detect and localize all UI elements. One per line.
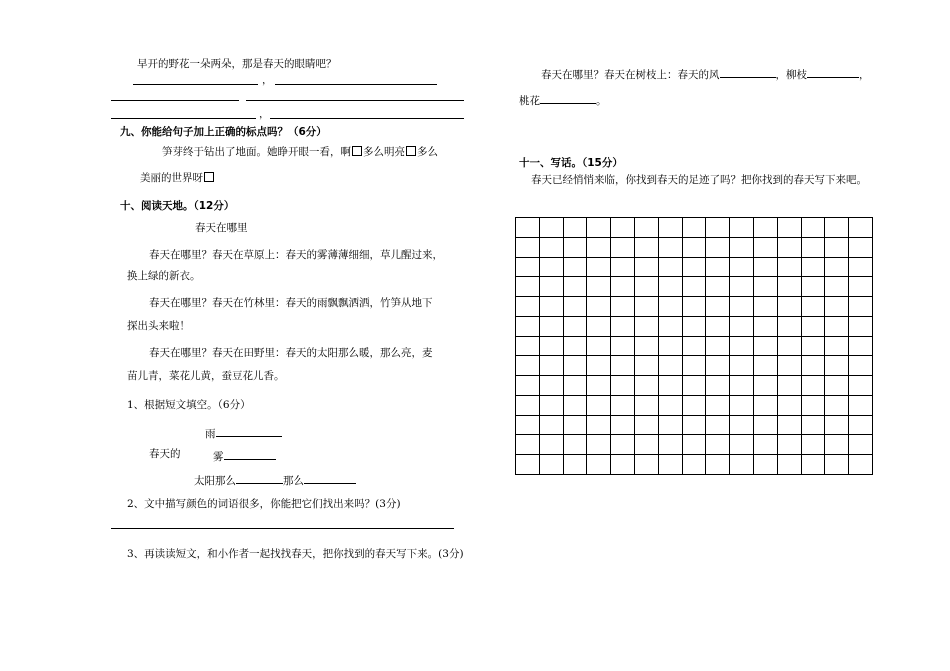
- grid-cell[interactable]: [540, 218, 564, 238]
- grid-cell[interactable]: [802, 258, 826, 278]
- grid-cell[interactable]: [825, 277, 849, 297]
- grid-cell[interactable]: [706, 337, 730, 357]
- grid-cell[interactable]: [564, 376, 588, 396]
- writing-grid[interactable]: [515, 217, 873, 475]
- grid-cell[interactable]: [611, 356, 635, 376]
- grid-cell[interactable]: [587, 258, 611, 278]
- grid-cell[interactable]: [849, 356, 873, 376]
- answer-blank[interactable]: [720, 66, 776, 78]
- q1-sun-row: 太阳那么 那么: [194, 472, 356, 488]
- grid-cell[interactable]: [849, 297, 873, 317]
- grid-cell[interactable]: [683, 218, 707, 238]
- grid-cell[interactable]: [683, 297, 707, 317]
- grid-cell[interactable]: [754, 455, 778, 475]
- grid-cell[interactable]: [778, 455, 802, 475]
- grid-cell[interactable]: [778, 297, 802, 317]
- grid-cell[interactable]: [825, 396, 849, 416]
- grid-cell[interactable]: [635, 416, 659, 436]
- grid-cell[interactable]: [564, 258, 588, 278]
- grid-cell[interactable]: [659, 218, 683, 238]
- answer-blank[interactable]: [304, 472, 356, 484]
- grid-cell[interactable]: [659, 317, 683, 337]
- grid-cell[interactable]: [778, 277, 802, 297]
- grid-cell[interactable]: [659, 258, 683, 278]
- grid-cell[interactable]: [611, 277, 635, 297]
- passage-title: 春天在哪里: [195, 222, 248, 234]
- section10-heading: 十、阅读天地。（12分）: [120, 200, 235, 212]
- passage-line: 苗儿青，菜花儿黄，蚕豆花儿香。: [127, 370, 285, 382]
- grid-cell[interactable]: [564, 416, 588, 436]
- grid-cell[interactable]: [849, 258, 873, 278]
- answer-blank[interactable]: [807, 66, 859, 78]
- answer-line[interactable]: [270, 118, 464, 119]
- grid-cell[interactable]: [849, 218, 873, 238]
- grid-cell[interactable]: [587, 396, 611, 416]
- grid-cell[interactable]: [802, 376, 826, 396]
- grid-cell[interactable]: [516, 277, 540, 297]
- passage-line: 换上绿的新衣。: [127, 270, 201, 282]
- grid-cell[interactable]: [778, 435, 802, 455]
- grid-cell[interactable]: [611, 376, 635, 396]
- grid-cell[interactable]: [730, 218, 754, 238]
- grid-cell[interactable]: [849, 337, 873, 357]
- grid-cell[interactable]: [730, 416, 754, 436]
- grid-cell[interactable]: [659, 238, 683, 258]
- answer-line[interactable]: [111, 118, 256, 119]
- grid-cell[interactable]: [587, 277, 611, 297]
- grid-cell[interactable]: [849, 376, 873, 396]
- grid-cell[interactable]: [802, 297, 826, 317]
- grid-cell[interactable]: [754, 317, 778, 337]
- section9-sentence-line2: 美丽的世界呀: [140, 172, 215, 185]
- grid-cell[interactable]: [849, 435, 873, 455]
- grid-cell[interactable]: [802, 435, 826, 455]
- grid-cell[interactable]: [683, 396, 707, 416]
- grid-cell[interactable]: [516, 356, 540, 376]
- punctuation-box[interactable]: [204, 172, 214, 182]
- grid-cell[interactable]: [516, 416, 540, 436]
- passage-line: 春天在哪里？春天在草原上：春天的雾薄薄细细，草儿醒过来，: [149, 249, 443, 261]
- grid-cell[interactable]: [825, 218, 849, 238]
- grid-cell[interactable]: [659, 435, 683, 455]
- grid-cell[interactable]: [516, 218, 540, 238]
- grid-cell[interactable]: [778, 337, 802, 357]
- grid-cell[interactable]: [825, 376, 849, 396]
- grid-cell[interactable]: [564, 455, 588, 475]
- grid-cell[interactable]: [611, 258, 635, 278]
- grid-cell[interactable]: [683, 258, 707, 278]
- q1-rain-row: 雨: [205, 425, 282, 441]
- grid-cell[interactable]: [540, 416, 564, 436]
- grid-cell[interactable]: [730, 337, 754, 357]
- grid-cell[interactable]: [611, 396, 635, 416]
- grid-cell[interactable]: [706, 218, 730, 238]
- grid-cell[interactable]: [706, 396, 730, 416]
- grid-cell[interactable]: [706, 317, 730, 337]
- grid-cell[interactable]: [706, 435, 730, 455]
- grid-cell[interactable]: [754, 218, 778, 238]
- answer-blank[interactable]: [236, 472, 283, 484]
- answer-blank[interactable]: [224, 448, 276, 460]
- section11-heading: 十一、写话。（15分）: [519, 157, 623, 169]
- grid-cell[interactable]: [754, 416, 778, 436]
- grid-cell[interactable]: [587, 376, 611, 396]
- q1-spring-label: 春天的: [149, 448, 181, 460]
- grid-cell[interactable]: [564, 356, 588, 376]
- grid-cell[interactable]: [825, 416, 849, 436]
- grid-cell[interactable]: [730, 455, 754, 475]
- grid-cell[interactable]: [683, 337, 707, 357]
- grid-cell[interactable]: [730, 435, 754, 455]
- grid-cell[interactable]: [754, 356, 778, 376]
- grid-cell[interactable]: [659, 396, 683, 416]
- grid-cell[interactable]: [778, 356, 802, 376]
- grid-cell[interactable]: [683, 317, 707, 337]
- grid-cell[interactable]: [540, 258, 564, 278]
- grid-cell[interactable]: [516, 376, 540, 396]
- punctuation-box[interactable]: [406, 146, 416, 156]
- grid-cell[interactable]: [659, 356, 683, 376]
- grid-cell[interactable]: [540, 396, 564, 416]
- grid-cell[interactable]: [778, 218, 802, 238]
- grid-cell[interactable]: [635, 277, 659, 297]
- grid-cell[interactable]: [706, 356, 730, 376]
- answer-line[interactable]: [111, 528, 454, 529]
- grid-cell[interactable]: [587, 218, 611, 238]
- answer-blank[interactable]: [216, 425, 282, 437]
- grid-cell[interactable]: [730, 396, 754, 416]
- grid-cell[interactable]: [802, 337, 826, 357]
- grid-cell[interactable]: [540, 435, 564, 455]
- grid-cell[interactable]: [540, 376, 564, 396]
- grid-cell[interactable]: [587, 356, 611, 376]
- grid-cell[interactable]: [849, 317, 873, 337]
- grid-cell[interactable]: [778, 238, 802, 258]
- grid-cell[interactable]: [683, 238, 707, 258]
- grid-cell[interactable]: [683, 455, 707, 475]
- grid-cell[interactable]: [802, 416, 826, 436]
- passage-line: 探出头来啦！: [127, 320, 190, 332]
- grid-cell[interactable]: [778, 396, 802, 416]
- grid-cell[interactable]: [683, 376, 707, 396]
- grid-cell[interactable]: [778, 258, 802, 278]
- grid-cell[interactable]: [635, 396, 659, 416]
- grid-cell[interactable]: [635, 435, 659, 455]
- grid-cell[interactable]: [635, 376, 659, 396]
- grid-cell[interactable]: [516, 337, 540, 357]
- grid-cell[interactable]: [540, 238, 564, 258]
- spring-fill-line2: 桃花 。: [519, 92, 607, 108]
- question-2: 2、文中描写颜色的词语很多，你能把它们找出来吗？(3分): [127, 498, 401, 510]
- grid-cell[interactable]: [825, 317, 849, 337]
- grid-cell[interactable]: [849, 238, 873, 258]
- grid-cell[interactable]: [754, 277, 778, 297]
- grid-cell[interactable]: [754, 396, 778, 416]
- grid-cell[interactable]: [802, 396, 826, 416]
- grid-cell[interactable]: [802, 455, 826, 475]
- grid-cell[interactable]: [587, 317, 611, 337]
- grid-cell[interactable]: [564, 218, 588, 238]
- grid-cell[interactable]: [778, 376, 802, 396]
- grid-cell[interactable]: [564, 337, 588, 357]
- grid-cell[interactable]: [706, 258, 730, 278]
- grid-cell[interactable]: [683, 356, 707, 376]
- grid-cell[interactable]: [706, 297, 730, 317]
- grid-cell[interactable]: [587, 435, 611, 455]
- grid-cell[interactable]: [635, 238, 659, 258]
- grid-cell[interactable]: [516, 455, 540, 475]
- grid-cell[interactable]: [825, 356, 849, 376]
- grid-cell[interactable]: [659, 337, 683, 357]
- comma: ，: [259, 108, 270, 120]
- grid-cell[interactable]: [564, 435, 588, 455]
- answer-line[interactable]: [275, 84, 437, 85]
- grid-cell[interactable]: [611, 297, 635, 317]
- grid-cell[interactable]: [540, 297, 564, 317]
- grid-cell[interactable]: [516, 297, 540, 317]
- grid-cell[interactable]: [849, 277, 873, 297]
- grid-cell[interactable]: [540, 277, 564, 297]
- grid-cell[interactable]: [754, 435, 778, 455]
- answer-blank[interactable]: [540, 92, 596, 104]
- grid-cell[interactable]: [516, 396, 540, 416]
- grid-cell[interactable]: [825, 258, 849, 278]
- grid-cell[interactable]: [730, 297, 754, 317]
- grid-cell[interactable]: [706, 376, 730, 396]
- grid-cell[interactable]: [802, 218, 826, 238]
- grid-cell[interactable]: [564, 297, 588, 317]
- grid-cell[interactable]: [802, 317, 826, 337]
- grid-cell[interactable]: [778, 317, 802, 337]
- grid-cell[interactable]: [825, 238, 849, 258]
- grid-cell[interactable]: [587, 455, 611, 475]
- grid-cell[interactable]: [802, 238, 826, 258]
- grid-cell[interactable]: [778, 416, 802, 436]
- grid-cell[interactable]: [754, 258, 778, 278]
- grid-cell[interactable]: [635, 297, 659, 317]
- section8-sentence: 早开的野花一朵两朵，那是春天的眼睛吧？: [137, 58, 337, 70]
- grid-cell[interactable]: [611, 416, 635, 436]
- grid-cell[interactable]: [540, 356, 564, 376]
- grid-cell[interactable]: [540, 455, 564, 475]
- grid-cell[interactable]: [706, 277, 730, 297]
- grid-cell[interactable]: [849, 416, 873, 436]
- grid-cell[interactable]: [849, 396, 873, 416]
- section9-heading: 九、你能给句子加上正确的标点吗？（6分）: [120, 126, 327, 138]
- grid-cell[interactable]: [516, 258, 540, 278]
- grid-cell[interactable]: [516, 317, 540, 337]
- grid-cell[interactable]: [587, 416, 611, 436]
- grid-cell[interactable]: [825, 337, 849, 357]
- grid-cell[interactable]: [683, 416, 707, 436]
- grid-cell[interactable]: [540, 337, 564, 357]
- grid-cell[interactable]: [635, 455, 659, 475]
- grid-cell[interactable]: [825, 297, 849, 317]
- question-3: 3、再读读短文，和小作者一起找找春天，把你找到的春天写下来。(3分): [127, 548, 464, 560]
- q1-fog-row: 雾: [213, 448, 276, 464]
- answer-line[interactable]: [246, 100, 464, 101]
- grid-cell[interactable]: [635, 337, 659, 357]
- question-1: 1、根据短文填空。（6分）: [127, 399, 251, 411]
- spring-fill-line1: 春天在哪里？春天在树枝上：春天的风 ，柳枝 ，: [541, 66, 870, 82]
- answer-line[interactable]: [111, 100, 239, 101]
- passage-line: 春天在哪里？春天在竹林里：春天的雨飘飘洒洒，竹笋从地下: [149, 297, 433, 309]
- grid-cell[interactable]: [611, 455, 635, 475]
- grid-cell[interactable]: [587, 238, 611, 258]
- grid-cell[interactable]: [706, 416, 730, 436]
- answer-line[interactable]: [133, 84, 258, 85]
- grid-cell[interactable]: [802, 277, 826, 297]
- grid-cell[interactable]: [754, 238, 778, 258]
- grid-cell[interactable]: [659, 277, 683, 297]
- grid-cell[interactable]: [659, 376, 683, 396]
- grid-cell[interactable]: [730, 258, 754, 278]
- grid-cell[interactable]: [825, 455, 849, 475]
- grid-cell[interactable]: [587, 337, 611, 357]
- grid-cell[interactable]: [635, 356, 659, 376]
- section11-prompt: 春天已经悄悄来临，你找到春天的足迹了吗？把你找到的春天写下来吧。: [531, 174, 867, 186]
- grid-cell[interactable]: [611, 317, 635, 337]
- grid-cell[interactable]: [659, 297, 683, 317]
- punctuation-box[interactable]: [352, 146, 362, 156]
- grid-cell[interactable]: [564, 238, 588, 258]
- grid-cell[interactable]: [730, 356, 754, 376]
- grid-cell[interactable]: [802, 356, 826, 376]
- grid-cell[interactable]: [683, 435, 707, 455]
- grid-cell[interactable]: [659, 455, 683, 475]
- grid-cell[interactable]: [564, 317, 588, 337]
- grid-cell[interactable]: [635, 218, 659, 238]
- grid-cell[interactable]: [706, 455, 730, 475]
- grid-cell[interactable]: [754, 337, 778, 357]
- grid-cell[interactable]: [730, 317, 754, 337]
- grid-cell[interactable]: [611, 218, 635, 238]
- grid-cell[interactable]: [564, 277, 588, 297]
- grid-cell[interactable]: [730, 277, 754, 297]
- grid-cell[interactable]: [540, 317, 564, 337]
- grid-cell[interactable]: [730, 238, 754, 258]
- passage-line: 春天在哪里？春天在田野里：春天的太阳那么暖，那么亮，麦: [149, 347, 433, 359]
- grid-cell[interactable]: [516, 238, 540, 258]
- grid-cell[interactable]: [635, 258, 659, 278]
- grid-cell[interactable]: [659, 416, 683, 436]
- grid-cell[interactable]: [706, 238, 730, 258]
- section9-sentence-line1: 笋芽终于钻出了地面。她睁开眼一看，啊 多么明亮 多么: [162, 146, 438, 158]
- grid-cell[interactable]: [754, 297, 778, 317]
- grid-cell[interactable]: [611, 435, 635, 455]
- grid-cell[interactable]: [564, 396, 588, 416]
- grid-cell[interactable]: [587, 297, 611, 317]
- grid-cell[interactable]: [825, 435, 849, 455]
- grid-cell[interactable]: [611, 238, 635, 258]
- grid-cell[interactable]: [683, 277, 707, 297]
- grid-cell[interactable]: [635, 317, 659, 337]
- grid-cell[interactable]: [754, 376, 778, 396]
- grid-cell[interactable]: [730, 376, 754, 396]
- grid-cell[interactable]: [516, 435, 540, 455]
- grid-cell[interactable]: [611, 337, 635, 357]
- comma: ，: [262, 74, 273, 86]
- grid-cell[interactable]: [849, 455, 873, 475]
